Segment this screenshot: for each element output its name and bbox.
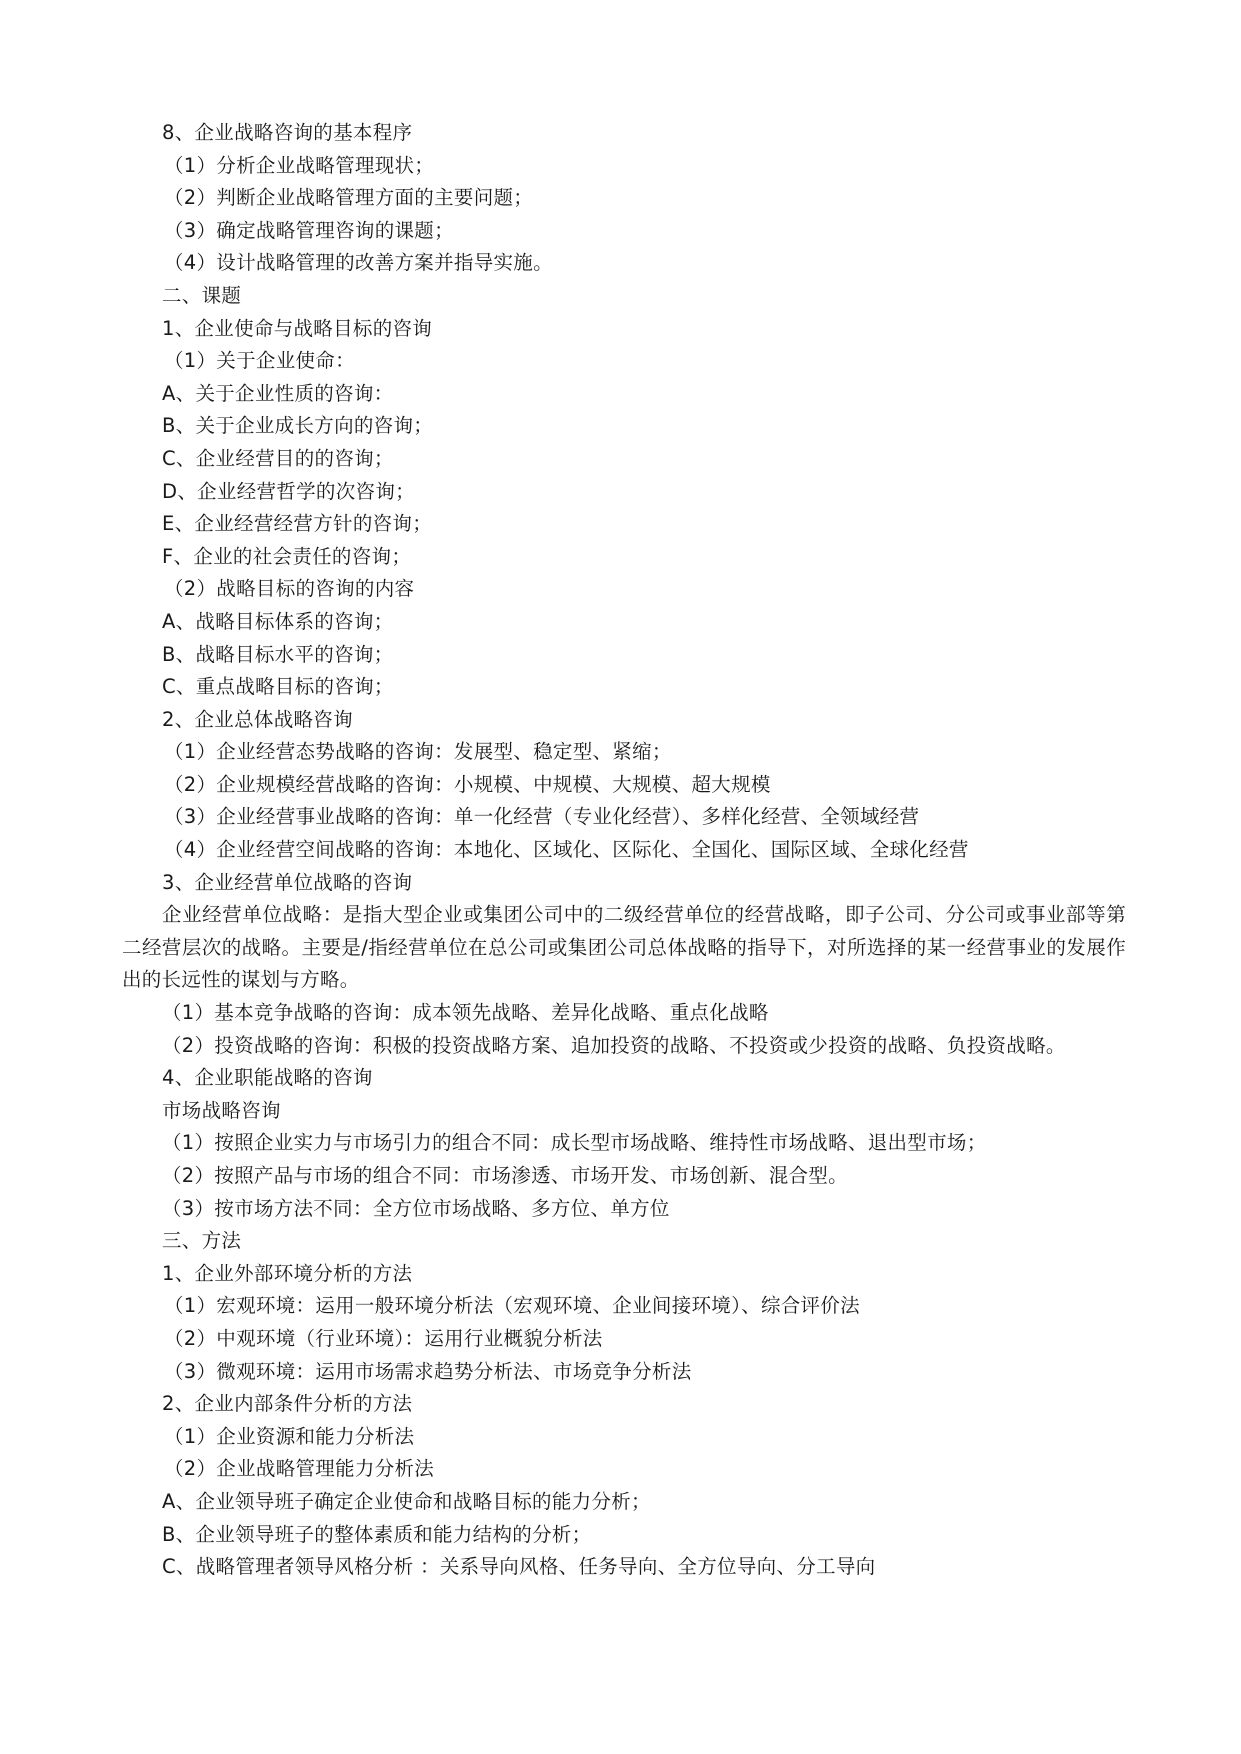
subsection-heading: 4、企业职能战略的咨询	[162, 1066, 373, 1090]
list-item: （1）基本竞争战略的咨询：成本领先战略、差异化战略、重点化战略	[162, 1001, 769, 1025]
list-item: （1）企业资源和能力分析法	[164, 1424, 415, 1448]
section-heading: 三、方法	[162, 1229, 242, 1253]
list-item: （4）企业经营空间战略的咨询：本地化、区域化、区际化、全国化、国际区域、全球化经营	[164, 838, 969, 862]
list-item: （3）确定战略管理咨询的课题；	[164, 218, 454, 242]
list-item: （2）判断企业战略管理方面的主要问题；	[164, 186, 534, 210]
list-item: （2）企业规模经营战略的咨询：小规模、中规模、大规模、超大规模	[164, 772, 771, 796]
list-item: C、企业经营目的的咨询；	[162, 446, 394, 470]
list-item: F、企业的社会责任的咨询；	[162, 544, 412, 568]
list-item: B、战略目标水平的咨询；	[162, 642, 394, 666]
subsection-heading: 3、企业经营单位战略的咨询	[162, 870, 413, 894]
subsection-heading: 市场战略咨询	[162, 1098, 281, 1122]
list-item: （1）宏观环境：运用一般环境分析法（宏观环境、企业间接环境）、综合评价法	[164, 1294, 860, 1318]
list-item: （1）分析企业战略管理现状；	[164, 153, 435, 177]
list-item: A、企业领导班子确定企业使命和战略目标的能力分析；	[162, 1489, 651, 1513]
list-item: B、企业领导班子的整体素质和能力结构的分析；	[162, 1522, 592, 1546]
list-item: E、企业经营经营方针的咨询；	[162, 512, 433, 536]
list-item: A、战略目标体系的咨询；	[162, 609, 394, 633]
subsection-heading: 2、企业总体战略咨询	[162, 707, 353, 731]
subsection-heading: 1、企业外部环境分析的方法	[162, 1261, 413, 1285]
list-item: （2）按照产品与市场的组合不同：市场渗透、市场开发、市场创新、混合型。	[162, 1164, 848, 1187]
list-item: （2）企业战略管理能力分析法	[164, 1457, 435, 1481]
section-heading: 二、课题	[162, 283, 242, 307]
list-item: （4）设计战略管理的改善方案并指导实施。	[164, 251, 553, 275]
section-heading: 8、企业战略咨询的基本程序	[162, 121, 413, 144]
list-item: C、战略管理者领导风格分析 ：关系导向风格、任务导向、全方位导向、分工导向	[162, 1555, 876, 1579]
list-item: （3）微观环境：运用市场需求趋势分析法、市场竞争分析法	[164, 1359, 692, 1383]
list-item: （1）关于企业使命：	[164, 349, 355, 373]
paragraph: 企业经营单位战略：是指大型企业或集团公司中的二级经营单位的经营战略，即子公司、分公司或事业部等第二经营层次的战略。主要是/指经营单位在总公司或集团公司总体战略的指导下，对所选择的某一经营事业的发展作出的长远性的谋划与方略。	[122, 903, 1126, 992]
subsection-heading: 1、企业使命与战略目标的咨询	[162, 316, 433, 340]
list-item: B、关于企业成长方向的咨询；	[162, 414, 434, 438]
list-item: A、关于企业性质的咨询：	[162, 381, 394, 405]
document-body	[122, 117, 1126, 1584]
subsection-heading: 2、企业内部条件分析的方法	[162, 1392, 413, 1416]
list-item: C、重点战略目标的咨询；	[162, 675, 394, 699]
list-item: D、企业经营哲学的次咨询；	[162, 479, 415, 503]
list-item: （3）按市场方法不同：全方位市场战略、多方位、单方位	[162, 1196, 670, 1220]
list-item: （1）企业经营态势战略的咨询：发展型、稳定型、紧缩；	[164, 740, 672, 764]
list-item: （2）战略目标的咨询的内容	[164, 577, 415, 601]
paragraph: （2）投资战略的咨询：积极的投资战略方案、追加投资的战略、不投资或少投资的战略、负投资战略。	[162, 1033, 1066, 1057]
list-item: （3）企业经营事业战略的咨询：单一化经营（专业化经营）、多样化经营、全领域经营	[164, 805, 920, 829]
list-item: （1）按照企业实力与市场引力的组合不同：成长型市场战略、维持性市场战略、退出型市场；	[162, 1131, 987, 1155]
list-item: （2）中观环境（行业环境）：运用行业概貌分析法	[164, 1326, 603, 1350]
